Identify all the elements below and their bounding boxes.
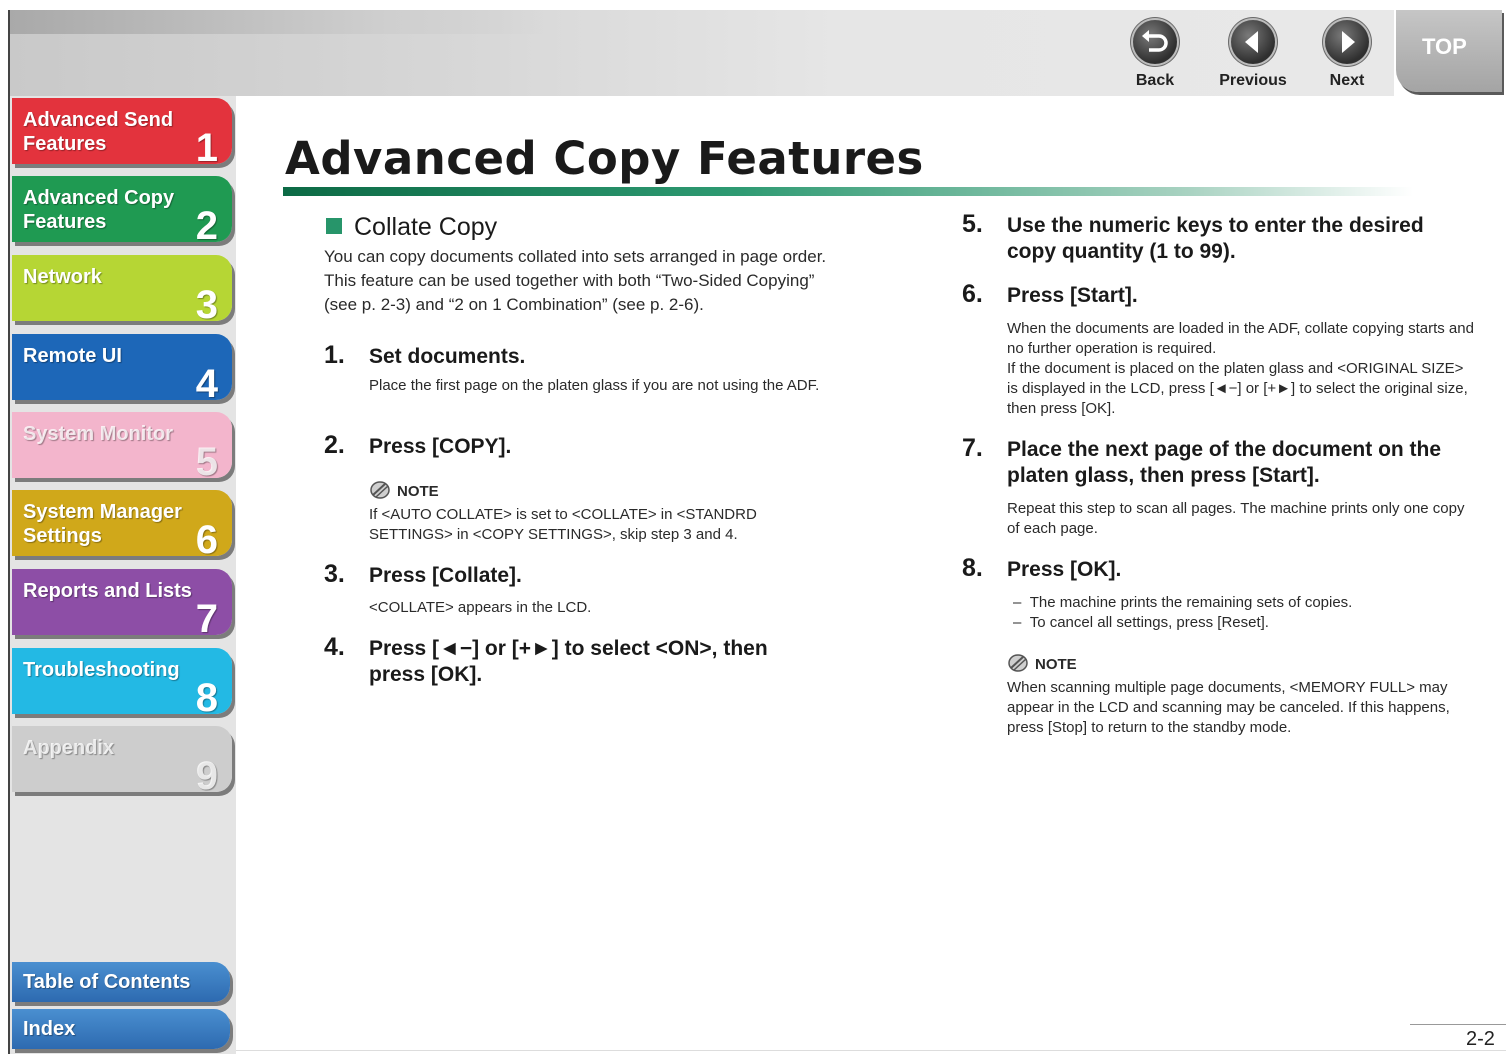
step-8-note-header [1007,653,1077,673]
step-number: 6. [962,280,983,308]
next-icon [1325,20,1369,64]
step-number: 8. [962,554,983,582]
sidebar-item-number: 5 [195,440,218,484]
step-number: 1. [324,341,345,369]
sidebar-item-number: 1 [195,126,218,170]
sidebar-item-label: Advanced Send Features [23,109,174,155]
top-label: TOP [1422,34,1467,59]
next-button[interactable] [1302,20,1392,92]
step-number: 2. [324,431,345,459]
step-8-bullet: – The machine prints the remaining sets of copies. [1013,594,1353,611]
section-square-icon [326,218,342,234]
sidebar-item-number: 4 [195,362,218,406]
previous-icon [1231,20,1275,64]
index-label: Index [23,1018,76,1040]
previous-label: Previous [1219,72,1287,89]
sidebar-item-label: Remote UI [23,345,122,367]
top-bar-strip [10,10,550,34]
previous-button[interactable] [1208,20,1298,92]
step-heading: Press [OK]. [1007,558,1122,581]
note-label: NOTE [397,483,439,500]
page-number: 2-2 [1466,1028,1495,1050]
page-number-rule [1410,1024,1506,1025]
sidebar-item-label: System Manager Settings [23,501,182,547]
sidebar-item-network[interactable] [12,255,232,327]
sidebar-item-number: 7 [195,597,218,641]
sidebar-item-troubleshooting[interactable] [12,648,232,720]
next-label: Next [1329,72,1365,89]
sidebar-item-number: 3 [195,283,218,327]
table-of-contents-button[interactable] [12,962,230,1002]
sidebar-item-label: Appendix [23,737,115,759]
step-3-body: <COLLATE> appears in the LCD. [369,599,592,616]
bottom-divider [236,1050,1506,1051]
note-label: NOTE [1035,656,1077,673]
back-icon [1133,20,1177,64]
bullet-text: The machine prints the remaining sets of copies. [1029,594,1353,611]
section-title-text: Collate Copy [354,213,498,241]
step-number: 7. [962,434,983,462]
sidebar-item-appendix[interactable] [12,726,232,798]
step-2-note-header [369,480,439,500]
sidebar-item-number: 9 [195,754,218,798]
step-8-note: When scanning multiple page documents, <MEMORY FULL> may appear in the LCD and scanning may be canceled. If this happens, press [Stop] to return to the standby mode. [1007,679,1450,736]
section-intro: You can copy documents collated into sets arranged in page order. This feature can be used together with both “Two-Sided Copying” (see p. 2-3) and “2 on 1 Combination” (see p. 2-6). [324,247,827,314]
step-heading: Press [◄−] or [+►] to select <ON>, then press [OK]. [369,637,768,686]
step-heading: Set documents. [369,345,526,368]
step-heading: Press [Start]. [1007,284,1138,307]
step-6-body: When the documents are loaded in the ADF, collate copying starts and no further operation is required. If the document is placed on the platen glass and <ORIGINAL SIZE> is displayed in the LCD, press [◄−] or [+►] to select the original size, then press [OK]. [1007,320,1474,417]
sidebar-item-reports-lists[interactable] [12,569,232,641]
note-icon [369,480,391,500]
step-2-note: If <AUTO COLLATE> is set to <COLLATE> in <STANDRD SETTINGS> in <COPY SETTINGS>, skip step 3 and 4. [369,506,757,543]
note-icon [1007,653,1029,673]
step-heading: Press [COPY]. [369,435,512,458]
step-heading: Place the next page of the document on the platen glass, then press [Start]. [1007,438,1442,487]
step-8-bullet: – To cancel all settings, press [Reset]. [1013,614,1269,631]
sidebar-item-label: System Monitor [23,423,174,445]
back-label: Back [1135,72,1175,89]
step-1-body: Place the first page on the platen glass if you are not using the ADF. [369,377,820,394]
step-number: 3. [324,560,345,588]
sidebar-item-label: Advanced Copy Features [23,187,175,233]
index-button[interactable] [12,1009,230,1049]
bullet-text: To cancel all settings, press [Reset]. [1029,614,1269,631]
sidebar-item-label: Network [23,266,102,288]
sidebar-item-advanced-copy[interactable] [12,176,232,248]
table-of-contents-label: Table of Contents [23,971,191,993]
step-heading: Use the numeric keys to enter the desired copy quantity (1 to 99). [1007,214,1424,263]
step-7-body: Repeat this step to scan all pages. The machine prints only one copy of each page. [1007,500,1465,537]
page-title: Advanced Copy Features [285,132,924,185]
step-number: 4. [324,633,345,661]
title-underline [283,187,1413,196]
back-button[interactable] [1110,20,1200,92]
sidebar-item-number: 6 [195,518,218,562]
sidebar-item-number: 2 [195,204,218,248]
sidebar-item-label: Reports and Lists [23,580,192,602]
sidebar-item-number: 8 [195,676,218,720]
step-heading: Press [Collate]. [369,564,522,587]
sidebar-item-system-monitor[interactable] [12,412,232,484]
sidebar-item-advanced-send[interactable] [12,98,232,170]
sidebar-item-label: Troubleshooting [23,659,180,681]
sidebar-item-system-manager[interactable] [12,490,232,562]
section-title [326,213,497,242]
top-button[interactable] [1396,10,1502,92]
sidebar-item-remote-ui[interactable] [12,334,232,406]
step-number: 5. [962,210,983,238]
